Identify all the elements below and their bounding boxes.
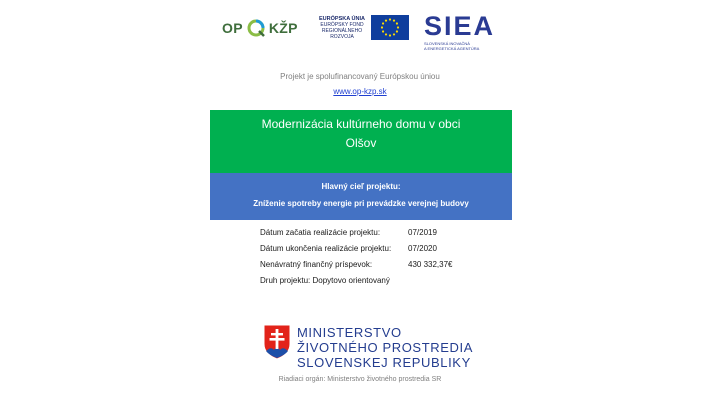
detail-value: 430 332,37€ (408, 260, 453, 269)
siea-logo (424, 12, 496, 51)
website-link[interactable]: www.op-kzp.sk (333, 87, 387, 96)
eu-star-icon (389, 34, 391, 36)
siea-wordmark: SIEA (424, 11, 496, 41)
slovak-coat-of-arms-icon (263, 324, 291, 360)
project-title-line2: Olšov (345, 136, 377, 150)
eu-star-icon (382, 30, 384, 32)
op-logo-right-text: KŽP (268, 20, 298, 36)
eu-star-icon (396, 30, 398, 32)
goal-text: Zníženie spotreby energie pri prevádzke verejnej budovy (253, 199, 469, 208)
eu-logo-text (317, 16, 367, 40)
goal-label: Hlavný cieľ projektu: (321, 182, 401, 191)
detail-label: Dátum ukončenia realizácie projektu: (260, 244, 392, 253)
detail-value: 07/2019 (408, 228, 437, 237)
op-logo-left-text: OP (222, 20, 243, 36)
op-kzp-logo (222, 17, 298, 39)
eu-flag-icon (371, 15, 409, 40)
website-line (210, 87, 510, 96)
ministry-line1: MINISTERSTVO (297, 325, 402, 340)
detail-row-type (260, 276, 390, 285)
project-goal-banner (210, 173, 512, 220)
siea-sub-line2: A ENERGETICKÁ AGENTÚRA (424, 46, 480, 51)
eu-star-icon (393, 19, 395, 21)
project-title-line1: Modernizácia kultúrneho domu v obci (261, 117, 461, 131)
eu-star-icon (381, 26, 383, 28)
detail-label: Nenávratný finančný príspevok: (260, 260, 373, 269)
detail-label: Druh projektu: Dopytovo orientovaný (260, 276, 390, 285)
cofinance-text: Projekt je spolufinancovaný Európskou úniou (280, 72, 440, 81)
managing-authority-text: Riadiaci orgán: Ministerstvo životného prostredia SR (278, 376, 442, 383)
eu-star-icon (385, 33, 387, 35)
detail-value: 07/2020 (408, 244, 437, 253)
eu-star-icon (393, 33, 395, 35)
eu-line2: EURÓPSKY FOND (320, 21, 364, 28)
eu-star-icon (389, 18, 391, 20)
eu-star-icon (396, 22, 398, 24)
detail-row-grant (260, 260, 453, 269)
ministry-name (297, 325, 473, 370)
eu-line3: REGIONÁLNEHO ROZVOJA (321, 27, 363, 40)
ministry-line2: ŽIVOTNÉHO PROSTREDIA (297, 340, 473, 355)
eu-star-icon (397, 26, 399, 28)
op-kzp-leaf-icon (246, 18, 266, 38)
siea-subtitle (424, 41, 496, 51)
eu-logo (317, 15, 409, 40)
siea-sub-line1: SLOVENSKÁ INOVAČNÁ (424, 41, 470, 46)
eu-star-icon (382, 22, 384, 24)
detail-row-end (260, 244, 437, 253)
detail-label: Dátum začatia realizácie projektu: (260, 228, 381, 237)
project-title-banner (210, 110, 512, 173)
detail-row-start (260, 228, 437, 237)
ministry-line3: SLOVENSKEJ REPUBLIKY (297, 355, 471, 370)
eu-star-icon (385, 19, 387, 21)
eu-title: EURÓPSKA ÚNIA (319, 15, 365, 22)
